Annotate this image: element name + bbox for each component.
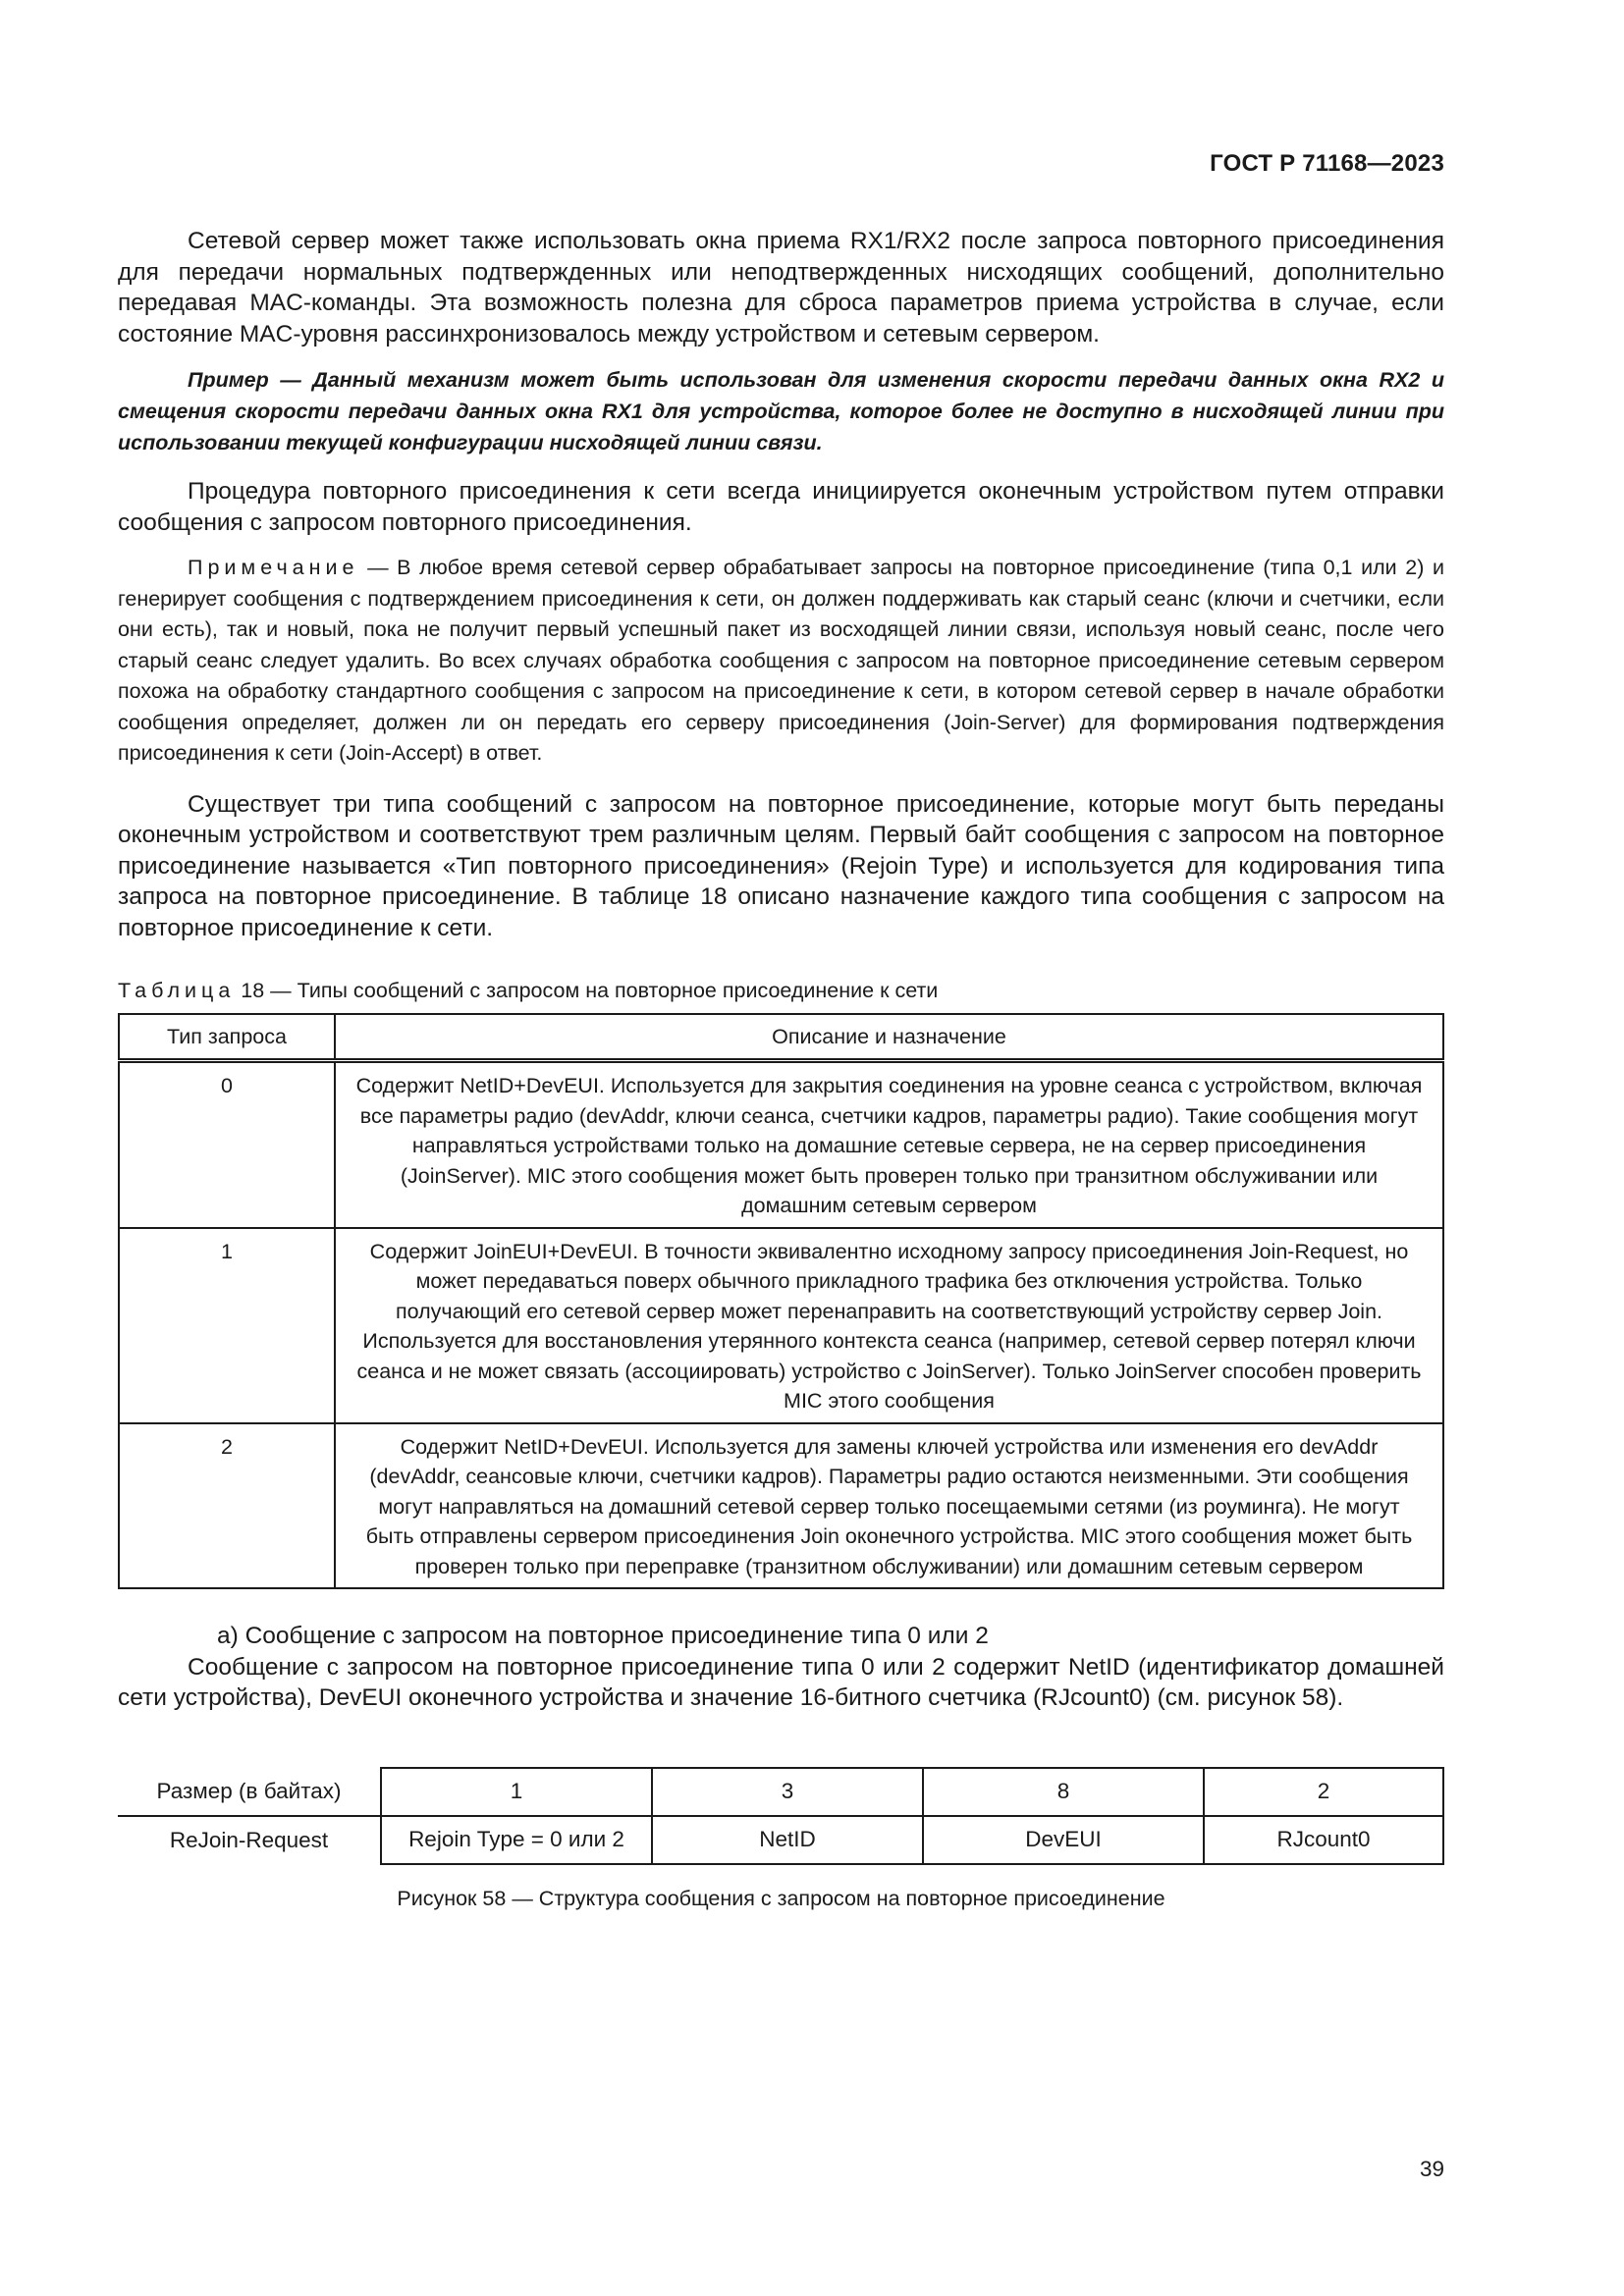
table-row <box>119 1423 1443 1589</box>
header-description: Описание и назначение <box>335 1014 1443 1061</box>
table-row <box>119 1228 1443 1423</box>
row-type: 1 <box>119 1228 335 1423</box>
page-number: 39 <box>1419 2157 1444 2181</box>
size-cell: 8 <box>923 1768 1204 1816</box>
paragraph-rejoin-types: Существует три типа сообщений с запросом на повторное присоединение, которые могут быть переданы оконечным устройством и соответствуют трем различным целям. Первый байт сообщения с запросом на повторное присоединение называется «Тип повторного присоединения» (Rejoin Type) и используется для кодирования типа запроса на повторное присоединение. В таблице 18 описано назначение каждого типа сообщения с запросом на повторное присоединение к сети. <box>118 790 1444 941</box>
page-content <box>118 226 1444 1911</box>
table-caption-text: 18 — Типы сообщений с запросом на повторное присоединение к сети <box>235 979 939 1002</box>
list-item-a-heading: а) Сообщение с запросом на повторное присоединение типа 0 или 2 <box>217 1623 989 1649</box>
document-header: ГОСТ Р 71168—2023 <box>1210 150 1444 177</box>
size-cell: 3 <box>652 1768 923 1816</box>
note-text: — В любое время сетевой сервер обрабатывает запросы на повторное присоединение (типа 0,1 или 2) и генерирует сообщения с подтверждением присоединения к сети, он должен поддерживать как старый сеанс (ключи и счетчики, если они есть), так и новый, пока не получит первый успешный пакет из восходящей линии связи, используя новый сеанс, после чего старый сеанс следует удалить. Во всех случаях обработка сообщения с запросом на повторное присоединение сетевым сервером похожа на обработку стандартного сообщения с запросом на присоединение к сети, в котором сетевой сервер в начале обработки сообщения определяет, должен ли он передать его серверу присоединения (Join-Server) для формирования подтверждения присоединения к сети (Join-Accept) в ответ. <box>118 556 1444 765</box>
table-18-caption <box>118 979 1444 1003</box>
row-type: 2 <box>119 1423 335 1589</box>
table-18 <box>118 1013 1444 1589</box>
field-cell: RJcount0 <box>1204 1816 1443 1864</box>
note-paragraph <box>118 553 1444 770</box>
paragraph-rx-windows: Сетевой сервер может также использовать окна приема RX1/RX2 после запроса повторного присоединения для передачи нормальных подтвержденных или неподтвержденных нисходящих сообщений, дополнительно передавая MAC-команды. Эта возможность полезна для сброса параметров приема устройства в случае, если состояние MAC-уровня рассинхронизовалось между устройством и сетевым сервером. <box>118 228 1444 347</box>
table-header-row <box>119 1014 1443 1061</box>
size-cell: 2 <box>1204 1768 1443 1816</box>
example-paragraph: Пример — Данный механизм может быть использован для изменения скорости передачи данных окна RX2 и смещения скорости передачи данных окна RX1 для устройства, которое более не доступно в нисходящей линии при использовании текущей конфигурации нисходящей линии связи. <box>118 368 1444 454</box>
paragraph-section-a: Сообщение с запросом на повторное присоединение типа 0 или 2 содержит NetID (идентификатор домашней сети устройства), DevEUI оконечного устройства и значение 16-битного счетчика (RJcount0) (см. рисунок 58). <box>118 1653 1444 1711</box>
size-cell: 1 <box>381 1768 652 1816</box>
field-cell: DevEUI <box>923 1816 1204 1864</box>
size-label: Размер (в байтах) <box>156 1778 342 1803</box>
row-description: Содержит NetID+DevEUI. Используется для закрытия соединения на уровне сеанса с устройством, включая все параметры радио (devAddr, ключи сеанса, счетчики кадров, параметры радио). Такие сообщения могут направляться устройствами только на домашние сетевые сервера, не на сервер присоединения (JoinServer). MIC этого сообщения может быть проверен только при транзитном обслуживании или домашним сетевым сервером <box>335 1061 1443 1228</box>
row-label: ReJoin-Request <box>118 1816 381 1864</box>
row-description: Содержит NetID+DevEUI. Используется для замены ключей устройства или изменения его devAddr (devAddr, сеансовые ключи, счетчики кадров). Параметры радио остаются неизменными. Эти сообщения могут направляться на домашний сетевой сервер только посещаемыми сетями (из роуминга). Не могут быть отправлены сервером присоединения Join оконечного устройства. MIC этого сообщения может быть проверен только при переправке (транзитном обслуживании) или домашним сетевым сервером <box>335 1423 1443 1589</box>
header-type: Тип запроса <box>119 1014 335 1061</box>
row-type: 0 <box>119 1061 335 1228</box>
table-caption-label: Таблица <box>118 979 236 1002</box>
field-cell: Rejoin Type = 0 или 2 <box>381 1816 652 1864</box>
note-label: Примечание <box>188 556 359 579</box>
table-row <box>119 1061 1443 1228</box>
figure-58-structure <box>118 1767 1444 1865</box>
field-cell: NetID <box>652 1816 923 1864</box>
size-row <box>118 1768 1443 1816</box>
field-row <box>118 1816 1443 1864</box>
row-description: Содержит JoinEUI+DevEUI. В точности эквивалентно исходному запросу присоединения Join-Request, но может передаваться поверх обычного прикладного трафика без отключения устройства. Только получающий его сетевой сервер может перенаправить на соответствующий устройству сервер Join. Используется для восстановления утерянного контекста сеанса (например, сетевой сервер потерял ключи сеанса и не может связать (ассоциировать) устройство с JoinServer). Только JoinServer способен проверить MIC этого сообщения <box>335 1228 1443 1423</box>
paragraph-rejoin-procedure: Процедура повторного присоединения к сети всегда инициируется оконечным устройством путем отправки сообщения с запросом повторного присоединения. <box>118 478 1444 536</box>
figure-58-caption: Рисунок 58 — Структура сообщения с запросом на повторное присоединение <box>397 1886 1165 1910</box>
